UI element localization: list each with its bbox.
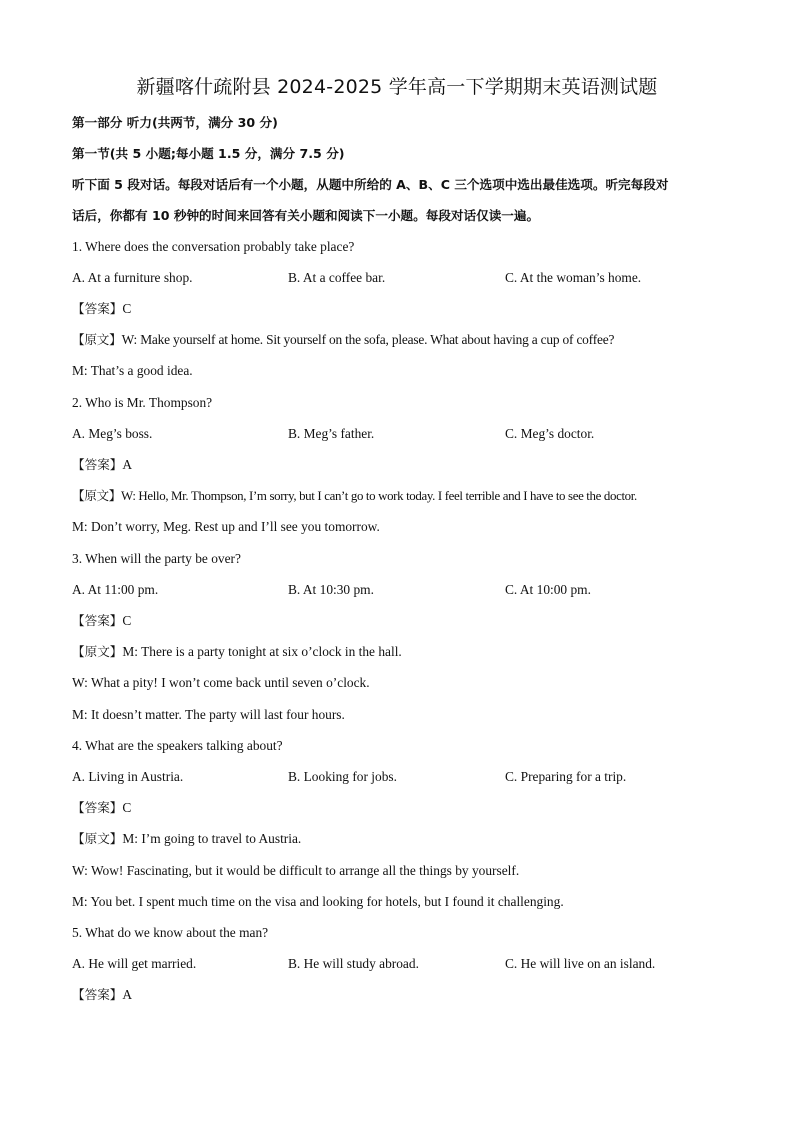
question-2: 2. Who is Mr. Thompson? <box>72 395 213 410</box>
question-4-option-b: B. Looking for jobs. <box>288 769 397 784</box>
answer-label: 【答案】 <box>72 800 123 815</box>
transcript-text: W: Hello, Mr. Thompson, I’m sorry, but I can’t go to work today. I feel terrible and I have to see the doctor. <box>120 489 637 503</box>
question-2-transcript-line-1 <box>72 487 637 505</box>
transcript-label: 【原文】 <box>72 644 123 659</box>
answer-value: C <box>122 301 132 316</box>
part1-heading: 第一部分 听力(共两节，满分 30 分) <box>72 115 278 130</box>
question-4-transcript-line-3: M: You bet. I spent much time on the visa and looking for hotels, but I found it challenging. <box>72 894 564 909</box>
question-4-answer <box>72 799 131 817</box>
question-1-option-b: B. At a coffee bar. <box>288 270 386 285</box>
question-4-option-c: C. Preparing for a trip. <box>505 769 627 784</box>
transcript-text: M: There is a party tonight at six o’clock in the hall. <box>122 644 402 659</box>
answer-value: A <box>122 457 133 472</box>
question-5-option-c: C. He will live on an island. <box>505 956 656 971</box>
question-2-answer <box>72 456 132 474</box>
instructions-line-1: 听下面 5 段对话。每段对话后有一个小题，从题中所给的 A、B、C 三个选项中选出最佳选项。听完每段对 <box>72 177 669 192</box>
answer-label: 【答案】 <box>72 301 123 316</box>
question-2-option-a: A. Meg’s boss. <box>72 426 153 441</box>
question-1-transcript-line-2: M: That’s a good idea. <box>72 363 193 378</box>
question-5-answer <box>72 986 132 1004</box>
answer-label: 【答案】 <box>72 457 123 472</box>
transcript-label: 【原文】 <box>72 831 123 846</box>
question-3-option-c: C. At 10:00 pm. <box>505 582 591 597</box>
question-4-option-a: A. Living in Austria. <box>72 769 184 784</box>
question-3-answer <box>72 612 131 630</box>
question-3-transcript-line-1 <box>72 643 402 661</box>
transcript-text: W: Make yourself at home. Sit yourself on the sofa, please. What about having a cup of coffee? <box>121 332 615 347</box>
question-2-transcript-line-2: M: Don’t worry, Meg. Rest up and I’ll see you tomorrow. <box>72 519 380 534</box>
transcript-text: M: I’m going to travel to Austria. <box>122 831 302 846</box>
question-3: 3. When will the party be over? <box>72 551 241 566</box>
transcript-label: 【原文】 <box>72 332 122 347</box>
answer-label: 【答案】 <box>72 987 123 1002</box>
answer-label: 【答案】 <box>72 613 123 628</box>
section1-heading: 第一节(共 5 小题;每小题 1.5 分，满分 7.5 分) <box>72 146 345 161</box>
question-1-transcript-line-1 <box>72 331 614 349</box>
question-5-option-a: A. He will get married. <box>72 956 197 971</box>
question-2-option-c: C. Meg’s doctor. <box>505 426 595 441</box>
question-5-option-b: B. He will study abroad. <box>288 956 419 971</box>
question-3-option-a: A. At 11:00 pm. <box>72 582 159 597</box>
answer-value: C <box>122 800 132 815</box>
question-3-option-b: B. At 10:30 pm. <box>288 582 374 597</box>
question-5: 5. What do we know about the man? <box>72 925 269 940</box>
answer-value: A <box>122 987 133 1002</box>
question-1: 1. Where does the conversation probably take place? <box>72 239 355 254</box>
page-title: 新疆喀什疏附县 2024-2025 学年高一下学期期末英语测试题 <box>136 76 658 98</box>
answer-value: C <box>122 613 132 628</box>
question-3-transcript-line-3: M: It doesn’t matter. The party will last four hours. <box>72 707 345 722</box>
question-1-option-c: C. At the woman’s home. <box>505 270 642 285</box>
question-3-transcript-line-2: W: What a pity! I won’t come back until seven o’clock. <box>72 675 370 690</box>
question-1-option-a: A. At a furniture shop. <box>72 270 193 285</box>
question-4-transcript-line-1 <box>72 830 301 848</box>
instructions-line-2: 话后，你都有 10 秒钟的时间来回答有关小题和阅读下一小题。每段对话仅读一遍。 <box>72 208 540 223</box>
question-4-transcript-line-2: W: Wow! Fascinating, but it would be difficult to arrange all the things by yourself. <box>72 863 520 878</box>
transcript-label: 【原文】 <box>72 488 121 503</box>
question-4: 4. What are the speakers talking about? <box>72 738 283 753</box>
question-2-option-b: B. Meg’s father. <box>288 426 375 441</box>
question-1-answer <box>72 300 131 318</box>
